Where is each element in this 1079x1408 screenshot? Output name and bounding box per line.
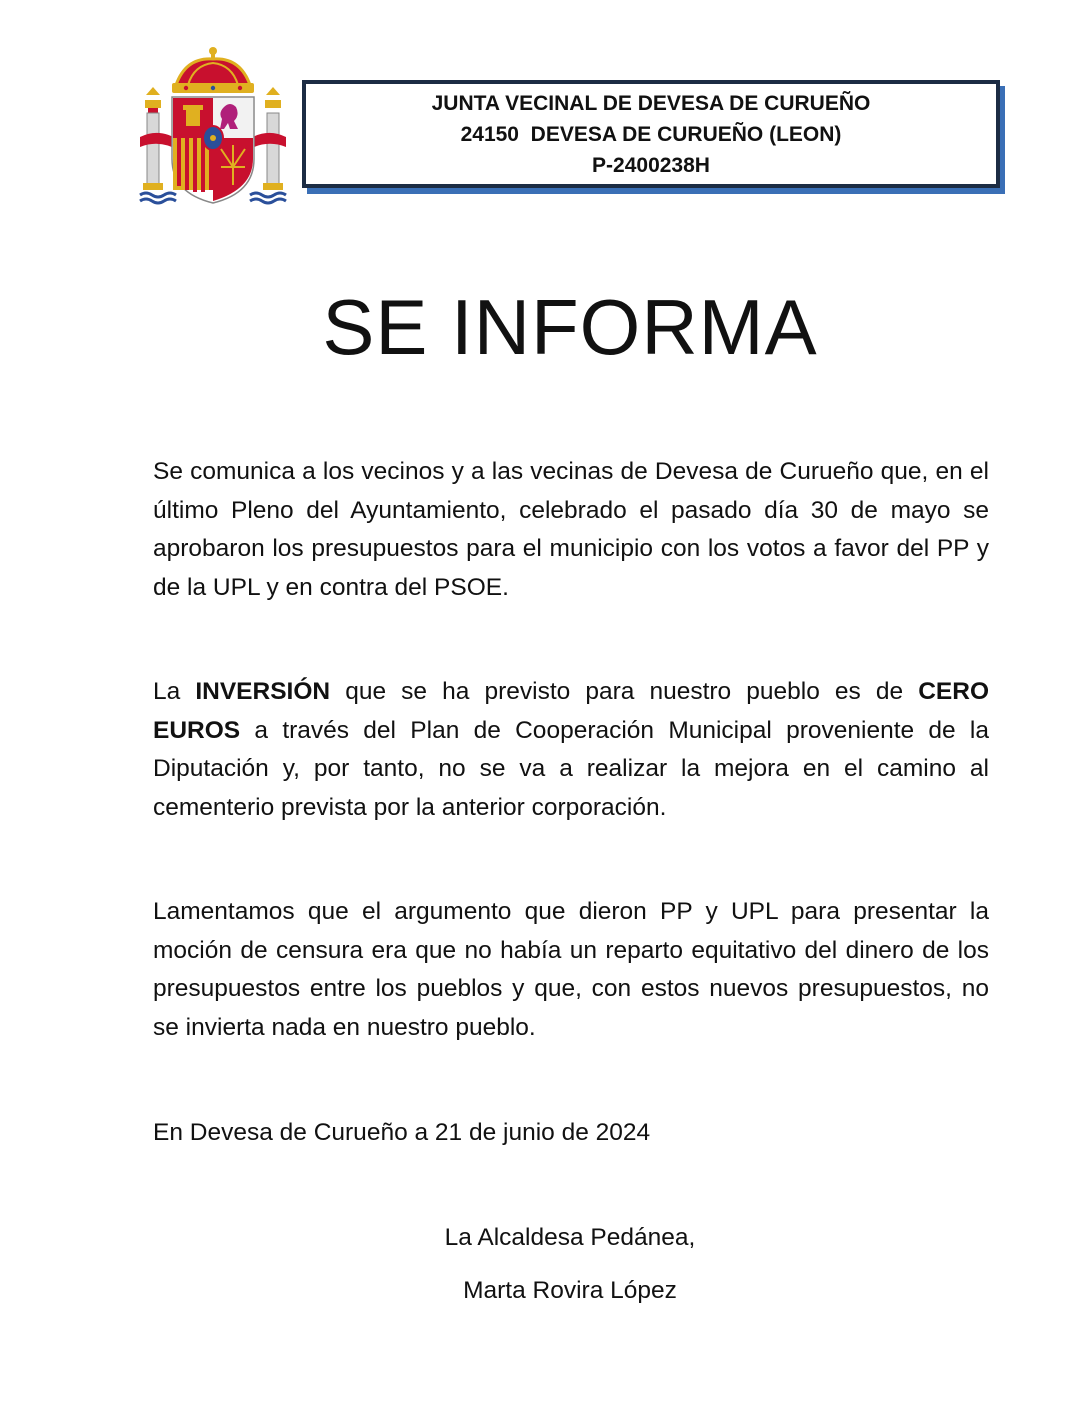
- paragraph-investment-text: a través del Plan de Cooperación Municipal proveniente de la Diputación y, por tanto, no se va a realizar la mejora en el camino al cementerio prevista por la anterior corporación.: [153, 716, 989, 822]
- header-tax-id: P-2400238H: [592, 153, 710, 177]
- paragraph-announcement: Se comunica a los vecinos y a las vecinas de Devesa de Curueño que, en el último Pleno del Ayuntamiento, celebrado el pasado día 30 de mayo se aprobaron los presupuestos para el municipio con los votos a favor del PP y de la UPL y en contra del PSOE.: [153, 458, 989, 602]
- zero-euros-emphasis: CERO EUROS: [153, 678, 990, 744]
- header-address: 24150 DEVESA DE CURUEÑO (LEON): [460, 122, 842, 146]
- date-line: En Devesa de Curueño a 21 de junio de 2024: [153, 1119, 651, 1146]
- paragraph-regret: Lamentamos que el argumento que dieron PP y UPL para presentar la moción de censura era que no había un reparto equitativo del dinero de los presupuestos entre los pueblos y que, con estos nuevos presupuestos, no se invierta nada en nuestro pueblo.: [153, 898, 989, 1042]
- crown-icon: [172, 47, 254, 93]
- header-box: [302, 80, 1000, 188]
- paragraph-investment-text: La: [153, 678, 196, 705]
- spain-coat-of-arms-icon: [136, 45, 290, 210]
- page-title: SE INFORMA: [322, 283, 818, 371]
- signature-name: Marta Rovira López: [463, 1277, 677, 1304]
- paragraph-investment: [153, 673, 989, 828]
- paragraph-investment-text: que se ha previsto para nuestro pueblo es de: [330, 678, 919, 705]
- shield-icon: [172, 97, 254, 203]
- investment-emphasis: INVERSIÓN: [195, 678, 331, 705]
- signature-role: La Alcaldesa Pedánea,: [444, 1224, 696, 1251]
- header-organization: JUNTA VECINAL DE DEVESA DE CURUEÑO: [431, 91, 871, 115]
